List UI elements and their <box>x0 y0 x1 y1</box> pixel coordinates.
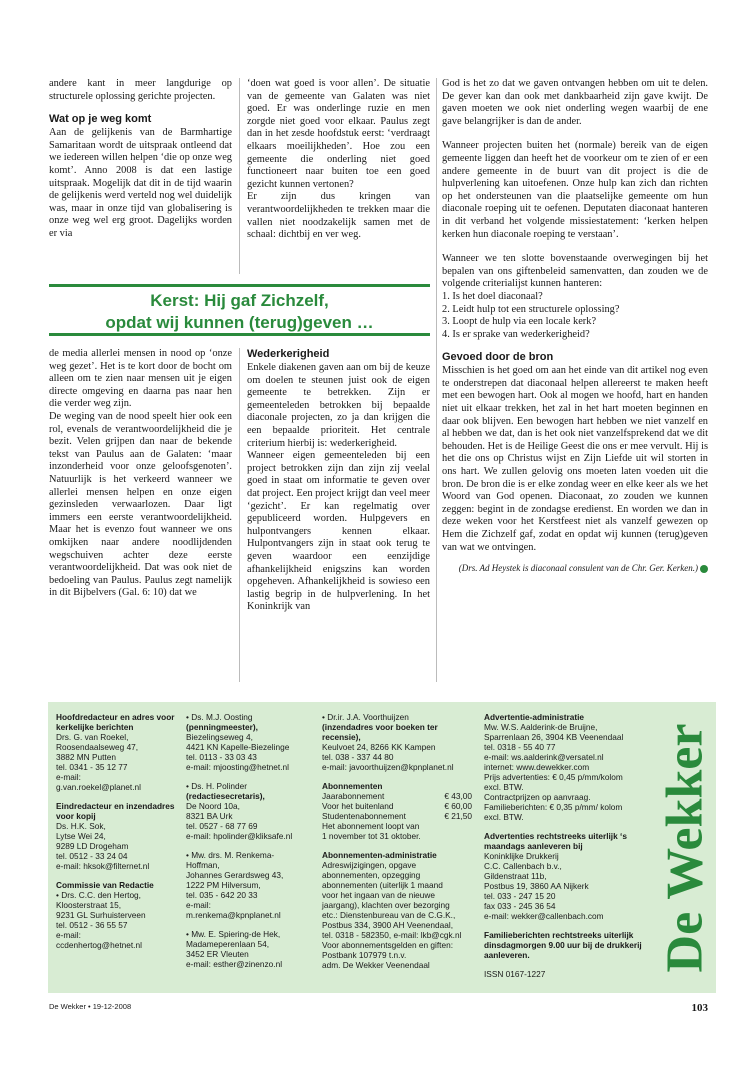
price-row <box>322 811 472 821</box>
colofon-line: fax 033 - 245 36 54 <box>484 901 556 911</box>
colofon-line: excl. BTW. <box>484 812 524 822</box>
page-number: 103 <box>691 1002 708 1014</box>
colofon-box <box>48 702 716 993</box>
colofon-line: • Ds. M.J. Oosting <box>186 712 253 722</box>
colofon-line: Familieberichten: € 0,35 p/mm/ kolom <box>484 802 623 812</box>
colofon-line: etc.: Dienstenbureau van de C.G.K., <box>322 910 456 920</box>
colofon-line: De Noord 10a, <box>186 801 240 811</box>
colofon-heading: Hoofdredacteur en adres voor kerkelijke berichten <box>56 712 175 732</box>
section-heading: Wat op je weg komt <box>49 113 152 126</box>
colofon-line: 4421 KN Kapelle-Biezelinge <box>186 742 290 752</box>
colofon-line: 3882 MN Putten <box>56 752 116 762</box>
colofon-line: Ds. H.K. Sok, <box>56 821 106 831</box>
colofon-line: tel. 0512 - 36 55 57 <box>56 920 128 930</box>
colofon-line: tel. 0113 - 33 03 43 <box>186 752 257 762</box>
section-heading: Wederkerigheid <box>247 348 330 360</box>
colofon-role: (penningmeester), <box>186 722 258 732</box>
colofon-line: Het abonnement loopt van <box>322 821 420 831</box>
pull-quote-line-1: Kerst: Hij gaf Zichzelf, <box>150 291 329 310</box>
colofon-line: excl. BTW. <box>484 782 524 792</box>
colofon-heading: Commissie van Redactie <box>56 880 154 890</box>
colofon-role: (inzendadres voor boeken ter <box>322 722 438 732</box>
price-label: Jaarabonnement <box>322 791 385 801</box>
colofon-line: Sparrenlaan 26, 3904 KB Veenendaal <box>484 732 624 742</box>
criteria-item: 3. Loopt de hulp via een locale kerk? <box>442 316 597 328</box>
colofon-heading: Familieberichten rechtstreeks uiterlijk dinsdagmorgen 9.00 uur bij de drukkerij aanleveren. <box>484 930 642 960</box>
colofon-line: tel. 0527 - 68 77 69 <box>186 821 258 831</box>
colofon-email: e-mail: wekker@callenbach.com <box>484 911 604 921</box>
article-column-2-top <box>247 78 430 242</box>
colofon-email: e-mail: javoorthuijzen@kpnplanet.nl <box>322 762 454 772</box>
price-label: Studentenabonnement <box>322 811 406 821</box>
pull-quote <box>49 284 430 336</box>
colofon-line: Lytse Wei 24, <box>56 831 106 841</box>
criteria-item: 2. Leidt hulp tot een structurele oplossing? <box>442 303 620 315</box>
colofon-line: 9289 LD Drogeham <box>56 841 129 851</box>
colofon-line: e-mail: <box>56 930 81 940</box>
article-column-3 <box>442 78 708 575</box>
colofon-email: e-mail: esther@zinenzo.nl <box>186 959 283 969</box>
paragraph: Misschien is het goed om aan het einde van dit artikel nog even te onderstrepen dat diaconaal helpen allereerst te maken heeft met een bewogen hart. Ook al mogen we hoofd, hart en handen niet uit elkaar trekken, het zal in het hart moeten beginnen en daar ook blijven. Een bewogen hart hebben we niet vanzelf en al hebben we dat, dan is het ook niet vanzelfsprekend dat we dit behouden. Het is de Heilige Geest die ons er mee vervult. Hij is het die ons op Christus wijst en Zijn Liefde uit wil storten in ons hart. We zullen gelovig ons moeten laten voeden uit die bron. De bron die is er elke zondag weer en elke keer als we het Woord van God openen. Diaconaat, zo zouden we kunnen zeggen: begint in de zondagse eredienst. En worden we dan in deze weken voor het Kerstfeest niet als vanzelf gewezen op Hem die Zichzelf gaf, zodat en opdat wij kunnen (terug)geven van wat we ontvingen. <box>442 365 708 553</box>
price-row <box>322 791 472 801</box>
colofon-line: tel. 033 - 247 15 20 <box>484 891 556 901</box>
colofon-line: • Drs. C.C. den Hertog, <box>56 890 141 900</box>
paragraph: Aan de gelijkenis van de Barmhartige Samaritaan wordt de uitspraak ontleend dat we iedereen willen helpen ‘die op onze weg komt’. Anno 2008 is dat een lastige uitspraak. Mogelijk dat dit in de tijd waarin de gelijkenis werd verteld nog wel duidelijk was, maar in onze tijd van globalisering is onze weg wel erg groot. Dagelijks worden er via <box>49 127 232 239</box>
colofon-email: ccdenhertog@hetnet.nl <box>56 940 142 950</box>
article-column-2-bottom <box>247 348 430 614</box>
colofon-email: e-mail: hksok@filternet.nl <box>56 861 150 871</box>
paragraph: Wanneer we ten slotte bovenstaande overwegingen bij het bepalen van ons giftenbeleid samenvatten, dan zouden we de volgende criterialijst kunnen hanteren: <box>442 253 708 290</box>
colofon-line: e-mail: <box>56 772 81 782</box>
colofon-line: Voor abonnementsgelden en giften: <box>322 940 454 950</box>
price-row <box>322 801 472 811</box>
colofon-line: Postbus 334, 3900 AH Veenendaal, <box>322 920 454 930</box>
price-value: € 43,00 <box>444 791 472 801</box>
colofon-line: 1 november tot 31 oktober. <box>322 831 421 841</box>
colofon-line: Postbank 107979 t.n.v. <box>322 950 407 960</box>
colofon-website: internet: www.dewekker.com <box>484 762 590 772</box>
colofon-line: Koninklijke Drukkerij <box>484 851 559 861</box>
colofon-heading: Eindredacteur en inzendadres voor kopij <box>56 801 175 821</box>
colofon-line: tel. 0318 - 55 40 77 <box>484 742 556 752</box>
colofon-line: Mw. W.S. Aalderink-de Bruijne, <box>484 722 598 732</box>
column-divider <box>239 348 240 682</box>
paragraph: de media allerlei mensen in nood op ‘onze weg gezet’. Het is te kort door de bocht om alleen om te zien naar mensen uit je eigen directe omgeving en daarna pas naar hen die verder weg zijn. <box>49 348 232 410</box>
colofon-line: Roosendaalseweg 47, <box>56 742 139 752</box>
price-label: Voor het buitenland <box>322 801 394 811</box>
colofon-email: e-mail: mjoosting@hetnet.nl <box>186 762 289 772</box>
criteria-item: 1. Is het doel diaconaal? <box>442 290 543 302</box>
colofon-line: tel. 038 - 337 44 80 <box>322 752 394 762</box>
column-divider <box>239 78 240 274</box>
colofon-line: • Ds. H. Polinder <box>186 781 248 791</box>
pull-quote-line-2: opdat wij kunnen (terug)geven … <box>105 313 374 332</box>
colofon-line: Kloosterstraat 15, <box>56 900 122 910</box>
colofon-line: adm. De Wekker Veenendaal <box>322 960 430 970</box>
colofon-role: recensie), <box>322 732 361 742</box>
colofon-line: tel. 0318 - 582350, e-mail: lkb@cgk.nl <box>322 930 462 940</box>
colofon-line: Biezelingseweg 4, <box>186 732 253 742</box>
colofon-line: Adreswijzigingen, opgave <box>322 860 417 870</box>
author-signature <box>442 562 708 575</box>
colofon-line: 1222 PM Hilversum, <box>186 880 261 890</box>
signature-text: (Drs. Ad Heystek is diaconaal consulent van de Chr. Ger. Kerken.) <box>458 563 698 574</box>
colofon-email: m.renkema@kpnplanet.nl <box>186 910 281 920</box>
paragraph: De weging van de nood speelt hier ook een rol, evenals de verantwoordelijkheid die je bezit. Velen grijpen dan naar de bekende tekst van Paulus aan de Galaten: ‘maar inzonderheid voor onze geloofsgenoten’. Natuurlijk is het verkeerd wanneer we allerlei mensen helpen en onze eigen gezinsleden verwaarlozen. Daar ligt immers een eerste verantwoordelijkheid. Maar het is evenzo fout wanneer we ons omkijken naar andere noodlijdenden wegschuiven achter deze eerste verantwoordelijkheid. Dat was ook niet de bedoeling van Paulus. Paulus zegt namelijk in dit Bijbelvers (Gal. 6: 10) dat we <box>49 410 232 599</box>
colofon-line: Madameperenlaan 54, <box>186 939 270 949</box>
paragraph: Enkele diakenen gaven aan om bij de keuze om doelen te steunen juist ook de eigen gemeente te betrekken. Zijn er gemeenteleden betrokken bij bepaalde diaconale projecten, zo ja dan krijgen die een bepaalde prioriteit. Het centrale criterium hierbij is: wederkerigheid. <box>247 362 430 449</box>
footer-issue: De Wekker • 19-12-2008 <box>49 1002 132 1011</box>
article-column-1-top <box>49 78 232 241</box>
column-divider <box>436 78 437 682</box>
colofon-line: abonnementen (uiterlijk 1 maand <box>322 880 443 890</box>
colofon-line: voor het ingaan van de nieuwe <box>322 890 436 900</box>
colofon-heading: Advertenties rechtstreeks uiterlijk ‘s maandags aanleveren bij <box>484 831 627 851</box>
end-mark-icon <box>700 565 708 573</box>
paragraph: Wanneer projecten buiten het (normale) bereik van de eigen gemeente liggen dan heeft het de voorkeur om te zien of er een andere gemeente in de buurt van dit project is die de hulpverlening kan uitoefenen. Onze hulp kan zich dan richten op het ondersteunen van die plaatselijke gemeente om hun diaconale roeping uit te oefenen. Deputaten diaconaat hanteren in dit verband het volgende missiestatement: ‘kerken helpen kerken hun diaconale roeping te verstaan’. <box>442 140 708 240</box>
colofon-column-1 <box>56 712 188 959</box>
issn: ISSN 0167-1227 <box>484 969 546 979</box>
colofon-line: 8321 BA Urk <box>186 811 233 821</box>
price-value: € 21,50 <box>444 811 472 821</box>
colofon-line: Hoffman, <box>186 860 220 870</box>
masthead-logo <box>656 710 714 985</box>
colofon-line: • Mw. E. Spiering-de Hek, <box>186 929 281 939</box>
criteria-item: 4. Is er sprake van wederkerigheid? <box>442 328 590 340</box>
colofon-role: (redactiesecretaris), <box>186 791 265 801</box>
paragraph: God is het zo dat we gaven ontvangen hebben om uit te delen. De gever kan dan ook met dankbaarheid zijn gave kwijt. De gaven moeten we ook niet onderling wegen waarbij de ene gave belangrijker is dan de ander. <box>442 78 708 127</box>
colofon-line: Keulvoet 24, 8266 KK Kampen <box>322 742 436 752</box>
colofon-line: 9231 GL Surhuisterveen <box>56 910 146 920</box>
colofon-line: C.C. Callenbach b.v., <box>484 861 562 871</box>
price-value: € 60,00 <box>444 801 472 811</box>
paragraph: andere kant in meer langdurige op structurele oplossing gerichte projecten. <box>49 78 232 102</box>
colofon-email: g.van.roekel@planet.nl <box>56 782 141 792</box>
colofon-heading: Advertentie-administratie <box>484 712 585 722</box>
paragraph: ‘doen wat goed is voor allen’. De situatie van de gemeente van Galaten was niet goed. Er was onderlinge ruzie en men zorgde niet goed voor elkaar. Paulus zegt dan in het zesde hoofdstuk eerst: ‘verdraagt elkaars moeilijkheden’. Hoe zou een gemeente die onderling niet goed functioneert naar buiten toe een goed gezicht kunnen vertonen? <box>247 78 430 190</box>
article-column-1-bottom <box>49 348 232 600</box>
colofon-line: Prijs advertenties: € 0,45 p/mm/kolom <box>484 772 623 782</box>
colofon-email: e-mail: ws.aalderink@versatel.nl <box>484 752 604 762</box>
colofon-line: • Mw. drs. M. Renkema- <box>186 850 275 860</box>
colofon-line: 3452 ER Vleuten <box>186 949 249 959</box>
colofon-line: Postbus 19, 3860 AA Nijkerk <box>484 881 589 891</box>
paragraph: Er zijn dus kringen van verantwoordelijkheden te trekken maar die vallen niet noodzakelijk samen met de schaal: dichtbij en ver weg. <box>247 191 430 241</box>
paragraph: Wanneer eigen gemeenteleden bij een project betrokken zijn dan zijn zij veelal goed in staat om informatie te geven over dat project. Een project krijgt dan veel meer ‘gezicht’. Er kan regelmatig over gepubliceerd worden. Hulpgevers en hulpontvangers kennen elkaar. Hulpontvangers zijn in staat ook terug te geven waardoor een eenzijdige afhankelijkheid enigszins kan worden opgeheven. Afhankelijkheid is sowieso een lastig begrip in de hulpverlening. In het Koninkrijk van <box>247 450 430 613</box>
colofon-heading: Abonnementen-administratie <box>322 850 437 860</box>
colofon-line: Contractprijzen op aanvraag. <box>484 792 591 802</box>
colofon-line: abonnementen, opzegging <box>322 870 421 880</box>
colofon-line: tel. 035 - 642 20 33 <box>186 890 258 900</box>
colofon-line: Drs. G. van Roekel, <box>56 732 129 742</box>
masthead-text: De Wekker <box>656 723 714 972</box>
colofon-column-3 <box>322 712 472 979</box>
colofon-line: Gildenstraat 11b, <box>484 871 547 881</box>
section-heading: Gevoed door de bron <box>442 351 554 364</box>
colofon-line: Johannes Gerardsweg 43, <box>186 870 284 880</box>
colofon-line: tel. 0341 - 35 12 77 <box>56 762 128 772</box>
colofon-line: e-mail: <box>186 900 211 910</box>
colofon-column-4 <box>484 712 654 979</box>
colofon-heading: Abonnementen <box>322 781 383 791</box>
colofon-line: jaargang), klachten over bezorging <box>322 900 450 910</box>
colofon-line: • Dr.ir. J.A. Voorthuijzen <box>322 712 409 722</box>
colofon-email: e-mail: hpolinder@kliksafe.nl <box>186 831 293 841</box>
colofon-line: tel. 0512 - 33 24 04 <box>56 851 128 861</box>
colofon-column-2 <box>186 712 316 978</box>
